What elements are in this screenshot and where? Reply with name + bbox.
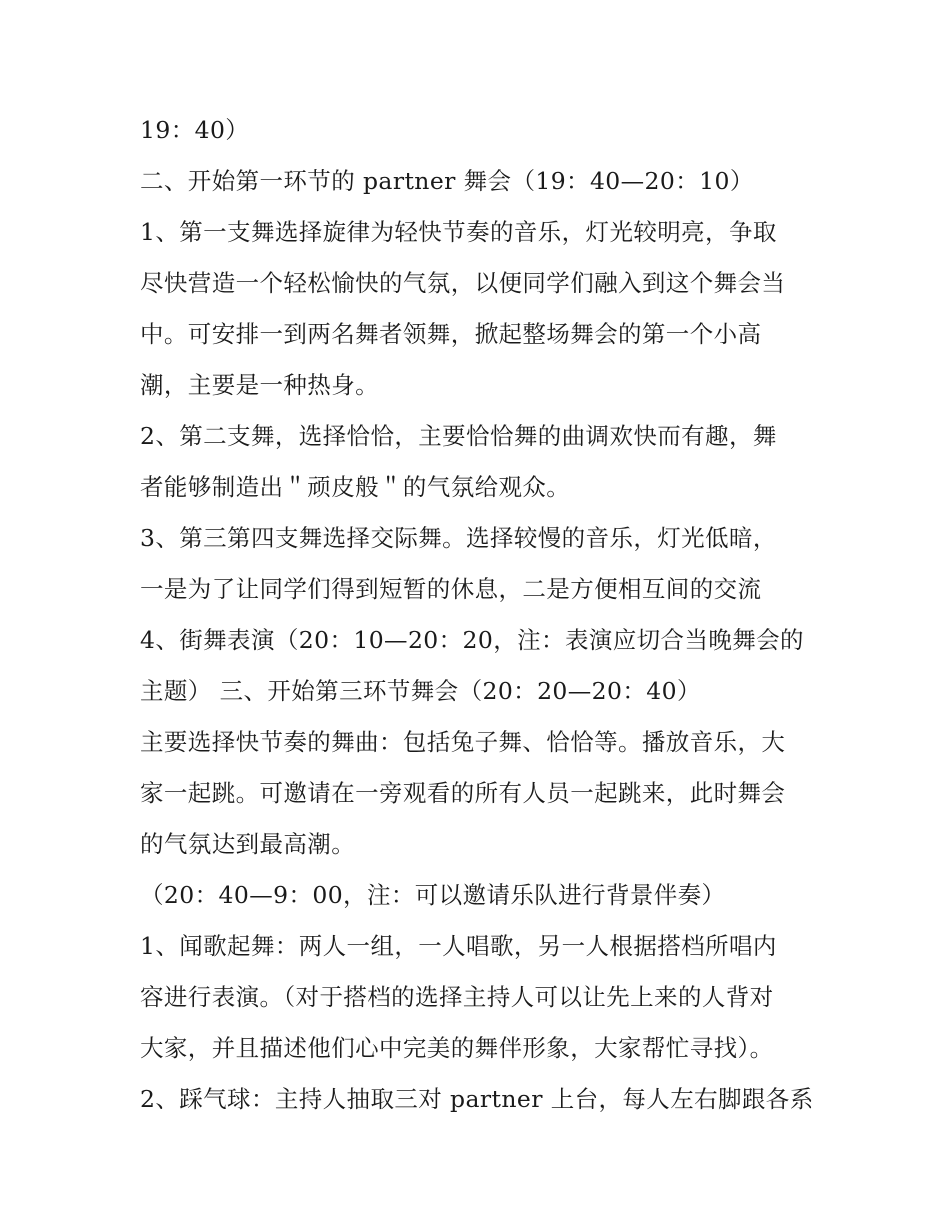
text-line: 大家，并且描述他们心中完美的舞伴形象，大家帮忙寻找）。 (140, 1034, 774, 1062)
text-line: 1、第一支舞选择旋律为轻快节奏的音乐，灯光较明亮，争取 (140, 218, 777, 246)
text-line: 主要选择快节奏的舞曲：包括兔子舞、恰恰等。播放音乐，大 (140, 728, 786, 756)
section-heading: 二、开始第一环节的 partner 舞会（19：40—20：10） (140, 167, 754, 195)
text-line: 2、踩气球：主持人抽取三对 partner 上台，每人左右脚跟各系 (140, 1085, 814, 1113)
text-line: 4、街舞表演（20：10—20：20，注：表演应切合当晚舞会的 (140, 626, 804, 654)
text-line: （20：40—9：00，注：可以邀请乐队进行背景伴奏） (140, 881, 726, 909)
text-line: 一是为了让同学们得到短暂的休息，二是方便相互间的交流 (140, 575, 762, 603)
text-line: 1、闻歌起舞：两人一组，一人唱歌，另一人根据搭档所唱内 (140, 932, 777, 960)
text-line: 者能够制造出＂顽皮般＂的气氛给观众。 (140, 473, 571, 501)
text-line: 尽快营造一个轻松愉快的气氛，以便同学们融入到这个舞会当 (140, 269, 786, 297)
text-line: 中。可安排一到两名舞者领舞，掀起整场舞会的第一个小高 (140, 320, 762, 348)
text-line: 19：40） (140, 116, 250, 144)
text-line: 2、第二支舞，选择恰恰，主要恰恰舞的曲调欢快而有趣，舞 (140, 422, 777, 450)
text-line: 潮，主要是一种热身。 (140, 371, 379, 399)
text-line: 的气氛达到最高潮。 (140, 830, 356, 858)
text-line: 3、第三第四支舞选择交际舞。选择较慢的音乐，灯光低暗， (140, 524, 777, 552)
text-line: 家一起跳。可邀请在一旁观看的所有人员一起跳来，此时舞会 (140, 779, 786, 807)
text-line: 容进行表演。（对于搭档的选择主持人可以让先上来的人背对 (140, 983, 774, 1011)
section-heading: 主题） 三、开始第三环节舞会（20：20—20：40） (140, 677, 701, 705)
